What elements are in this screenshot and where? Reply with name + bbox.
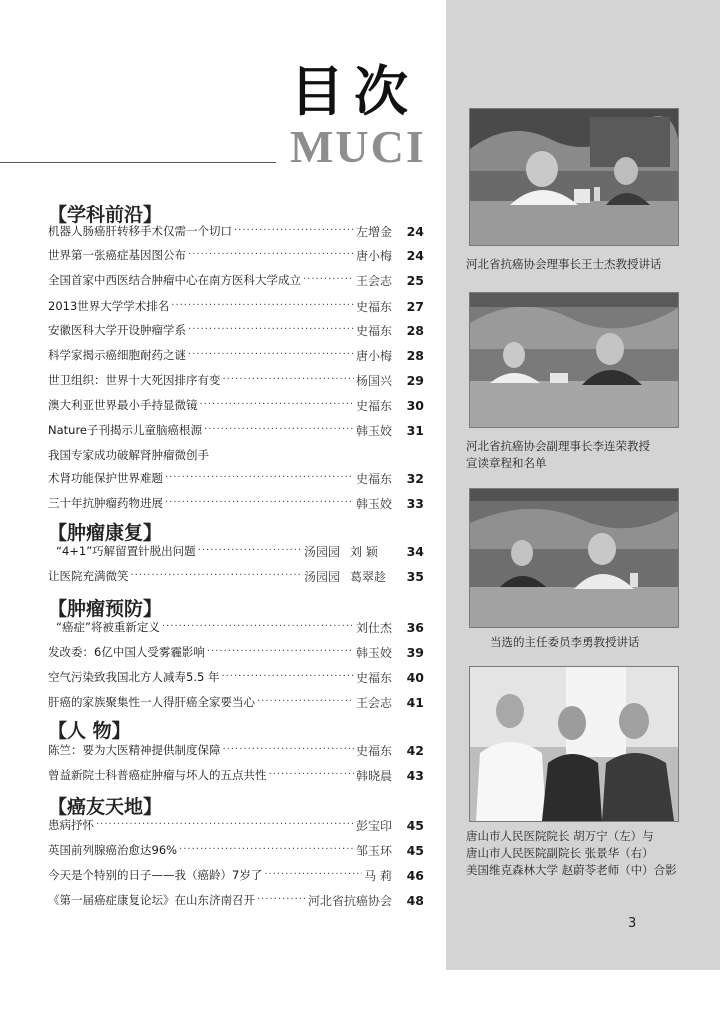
leader-dots: [188, 348, 354, 362]
toc-entry-page: 42: [406, 742, 424, 758]
photo-committee-director: [469, 488, 679, 628]
toc-entry-page: 33: [406, 495, 424, 511]
toc-entry-coauthor: 刘 颖: [350, 544, 378, 559]
toc-entry-page: 31: [406, 422, 424, 438]
toc-entry[interactable]: [48, 866, 424, 884]
toc-entry-title: 英国前列腺癌治愈达96%: [48, 843, 178, 857]
toc-entry-author: 史福东: [355, 323, 392, 338]
leader-dots: [198, 544, 302, 558]
toc-entry[interactable]: [48, 396, 424, 414]
leader-dots: [221, 670, 354, 684]
leader-dots: [223, 743, 354, 757]
leader-dots: [303, 273, 354, 287]
toc-entry[interactable]: [48, 618, 424, 636]
leader-dots: [269, 768, 354, 782]
toc-entry-title: 我国专家成功破解肾肿瘤微创手: [48, 448, 209, 462]
leader-dots: [96, 818, 354, 832]
photo-caption: 河北省抗癌协会副理事长李连荣教授 宣读章程和名单: [466, 439, 650, 470]
toc-entry[interactable]: [48, 297, 424, 315]
leader-dots: [131, 569, 302, 583]
toc-entry-title: Nature子刊揭示儿童脑癌根源: [48, 423, 202, 437]
toc-entry-title: 机器人肠癌肝转移手术仅需一个切口: [48, 224, 232, 238]
toc-entry-title: 空气污染致我国北方人减寿5.5 年: [48, 670, 220, 684]
leader-dots: [162, 620, 354, 634]
leader-dots: [179, 843, 354, 857]
toc-entry-author: 唐小梅: [355, 348, 392, 363]
toc-entry-title: 科学家揭示癌细胞耐药之谜: [48, 348, 186, 362]
toc-entry[interactable]: [48, 766, 424, 784]
leader-dots: [207, 645, 354, 659]
toc-entry-author: 刘仕杰: [355, 620, 392, 635]
toc-entry-author: 韩晓晨: [355, 768, 392, 783]
toc-entry[interactable]: [48, 346, 424, 364]
toc-entry[interactable]: [48, 494, 424, 512]
toc-entry-title: 世界第一张癌症基因图公布: [48, 248, 186, 262]
toc-entry-page: 43: [406, 767, 424, 783]
toc-entry-page: 39: [406, 644, 424, 660]
toc-entry[interactable]: [48, 643, 424, 661]
section-heading-frontier: 【学科前沿】: [48, 204, 163, 226]
toc-entry-page: 25: [406, 272, 424, 288]
toc-entry-author: 左增金: [355, 224, 392, 239]
toc-entry[interactable]: [48, 567, 424, 585]
leader-dots: [188, 248, 354, 262]
toc-entry-author: 韩玉姣: [355, 645, 392, 660]
toc-entry-page: 40: [406, 669, 424, 685]
leader-dots: [204, 423, 354, 437]
toc-entry-page: 28: [406, 347, 424, 363]
toc-entry-title: 发改委：6亿中国人受雾霾影响: [48, 645, 205, 659]
section-heading-people: 【人 物】: [48, 720, 131, 742]
leader-dots: [165, 496, 354, 510]
toc-entry[interactable]: [48, 891, 424, 909]
leader-dots: [188, 323, 354, 337]
toc-entry-author: 彭宝印: [355, 818, 392, 833]
toc-entry-author: 王会志: [355, 695, 392, 710]
leader-dots: [171, 299, 354, 313]
toc-entry[interactable]: [48, 693, 424, 711]
toc-entry-title: 患病抒怀: [48, 818, 94, 832]
toc-entry[interactable]: [48, 371, 424, 389]
toc-entry-author: 王会志: [355, 273, 392, 288]
toc-entry[interactable]: [48, 271, 424, 289]
section-heading-patients: 【癌友天地】: [48, 796, 163, 818]
toc-entry-title: 术肾功能保护世界难题: [48, 471, 163, 485]
toc-entry[interactable]: [48, 446, 424, 464]
toc-entry-page: 45: [406, 842, 424, 858]
toc-entry-page: 29: [406, 372, 424, 388]
toc-entry-title: 安徽医科大学开设肿瘤学系: [48, 323, 186, 337]
toc-entry-page: 28: [406, 322, 424, 338]
toc-entry-page: 41: [406, 694, 424, 710]
photo-chairman-speech: [469, 108, 679, 246]
page-title-pinyin: MUCI: [290, 121, 426, 172]
toc-entry[interactable]: [48, 246, 424, 264]
header-divider: [0, 162, 276, 163]
toc-entry-author: 马 莉: [364, 868, 392, 883]
toc-entry-page: 32: [406, 470, 424, 486]
toc-entry-author: 史福东: [355, 670, 392, 685]
toc-entry-author: 唐小梅: [355, 248, 392, 263]
leader-dots: [223, 373, 354, 387]
section-heading-rehab: 【肿瘤康复】: [48, 522, 163, 544]
toc-entry-author: 汤园园: [303, 544, 340, 559]
toc-entry-title: 《第一届癌症康复论坛》在山东济南召开: [48, 893, 255, 907]
toc-entry-coauthor: 葛翠趁: [350, 569, 387, 584]
photo-group: [469, 666, 679, 822]
toc-entry-author: 韩玉姣: [355, 496, 392, 511]
toc-entry-author: 韩玉姣: [355, 423, 392, 438]
leader-dots: [234, 224, 354, 238]
toc-entry-author: 汤园园: [303, 569, 340, 584]
toc-entry-title: “癌症”将被重新定义: [56, 620, 160, 634]
toc-entry-title: 三十年抗肿瘤药物进展: [48, 496, 163, 510]
toc-entry-page: 24: [406, 247, 424, 263]
section-heading-prevention: 【肿瘤预防】: [48, 598, 163, 620]
toc-entry-page: 34: [406, 543, 424, 559]
toc-entry-author: 邹玉环: [355, 843, 392, 858]
toc-entry-page: 24: [406, 223, 424, 239]
photo-caption: 当选的主任委员李勇教授讲话: [490, 635, 640, 649]
toc-entry-author: 史福东: [355, 398, 392, 413]
toc-entry-title: 曾益新院士科普癌症肿瘤与坏人的五点共性: [48, 768, 267, 782]
toc-entry-page: 30: [406, 397, 424, 413]
toc-entry-title: 今天是个特别的日子——我（癌龄）7岁了: [48, 868, 263, 882]
toc-entry-title: 世卫组织：世界十大死因排序有变: [48, 373, 221, 387]
toc-entry-page: 35: [406, 568, 424, 584]
toc-entry[interactable]: [48, 321, 424, 339]
leader-dots: [257, 695, 354, 709]
photo-caption: 河北省抗癌协会理事长王士杰教授讲话: [466, 257, 662, 271]
toc-entry-author: 杨国兴: [355, 373, 392, 388]
leader-dots: [200, 398, 354, 412]
toc-entry-author: 史福东: [355, 743, 392, 758]
page-number: 3: [628, 916, 637, 931]
toc-entry[interactable]: [48, 841, 424, 859]
toc-entry-page: 45: [406, 817, 424, 833]
toc-entry[interactable]: [48, 741, 424, 759]
leader-dots: [257, 893, 306, 907]
photo-caption: 唐山市人民医院院长 胡万宁（左）与 唐山市人民医院副院长 张景华（右） 美国维克森林大学 赵蔚苓老师（中）合影: [466, 829, 677, 877]
toc-entry-page: 48: [406, 892, 424, 908]
toc-entry-title: 2013世界大学学术排名: [48, 299, 170, 313]
toc-entry-page: 27: [406, 298, 424, 314]
toc-entry-title: 陈竺：要为大医精神提供制度保障: [48, 743, 221, 757]
toc-entry-author: 河北省抗癌协会: [307, 893, 392, 908]
toc-entry-page: 36: [406, 619, 424, 635]
toc-entry-title: 全国首家中西医结合肿瘤中心在南方医科大学成立: [48, 273, 301, 287]
page-title: 目次: [290, 59, 418, 123]
toc-entry[interactable]: [48, 421, 424, 439]
toc-entry-title: “4+1”巧解留置针脱出问题: [56, 544, 196, 558]
toc-entry-title: 肝癌的家族聚集性一人得肝癌全家要当心: [48, 695, 255, 709]
leader-dots: [165, 471, 354, 485]
toc-entry-author: 史福东: [355, 299, 392, 314]
toc-entry[interactable]: [48, 668, 424, 686]
leader-dots: [264, 868, 362, 882]
toc-entry[interactable]: [48, 469, 424, 487]
toc-entry-title: 澳大利亚世界最小手持显微镜: [48, 398, 198, 412]
toc-entry-page: 46: [406, 867, 424, 883]
toc-entry-author: 史福东: [355, 471, 392, 486]
toc-entry-title: 让医院充满微笑: [48, 569, 129, 583]
photo-vice-chairman: [469, 292, 679, 428]
toc-entry[interactable]: [48, 222, 424, 240]
toc-entry[interactable]: [48, 816, 424, 834]
toc-entry[interactable]: [48, 542, 424, 560]
